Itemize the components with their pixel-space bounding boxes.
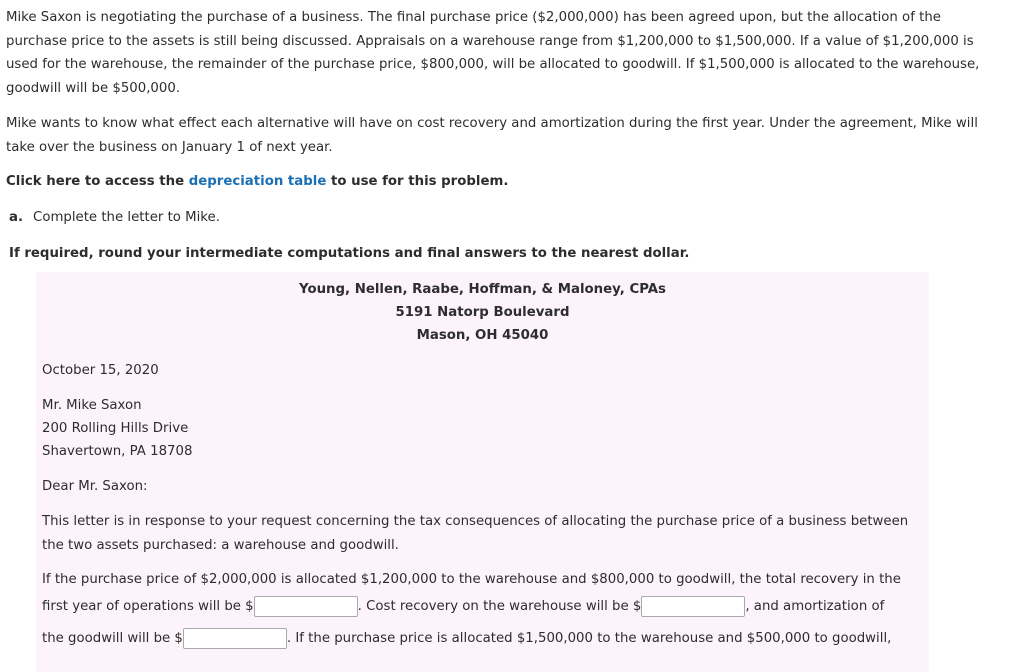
- firm-street: 5191 Natorp Boulevard: [395, 305, 570, 320]
- click-prefix: Click here to access the: [6, 174, 189, 189]
- salutation: Dear Mr. Saxon:: [42, 479, 148, 494]
- firm-city: Mason, OH 45040: [416, 328, 549, 343]
- line2-text-b: . Cost recovery on the warehouse will be $: [357, 599, 642, 614]
- part-a-instruction: [9, 208, 220, 228]
- depreciation-table-instruction: [6, 172, 508, 192]
- letter-line-3: [42, 627, 891, 651]
- line2-text-c: , and amortization of: [745, 599, 885, 614]
- part-text: Complete the letter to Mike.: [33, 210, 220, 225]
- firm-name: Young, Nellen, Raabe, Hoffman, & Maloney, CPAs: [299, 282, 666, 297]
- depreciation-table-link[interactable]: depreciation table: [188, 174, 327, 189]
- problem-paragraph-2: Mike wants to know what effect each alternative will have on cost recovery and amortization during the first year. Under the agreement, Mike will take over the business on January 1 of next year.: [6, 116, 978, 155]
- letter-panel: [36, 272, 929, 672]
- part-letter: a.: [9, 210, 24, 225]
- line3-text-a: the goodwill will be $: [42, 631, 183, 646]
- recipient-street: 200 Rolling Hills Drive: [42, 421, 189, 436]
- recipient-city: Shavertown, PA 18708: [42, 444, 193, 459]
- rounding-note: If required, round your intermediate computations and final answers to the nearest dollar.: [9, 246, 690, 261]
- warehouse-recovery-input[interactable]: [641, 596, 745, 617]
- click-suffix: to use for this problem.: [326, 174, 509, 189]
- letter-line-2: [42, 595, 884, 619]
- letter-line-1: If the purchase price of $2,000,000 is allocated $1,200,000 to the warehouse and $800,000 to goodwill, the total recovery in the: [42, 572, 901, 587]
- goodwill-amortization-input[interactable]: [183, 628, 287, 649]
- recipient-name: Mr. Mike Saxon: [42, 398, 142, 413]
- total-recovery-input[interactable]: [254, 596, 358, 617]
- letter-intro: This letter is in response to your request concerning the tax consequences of allocating the purchase price of a business between the two assets purchased: a warehouse and goodwill.: [42, 514, 909, 553]
- problem-paragraph-1: Mike Saxon is negotiating the purchase of a business. The final purchase price ($2,000,000) has been agreed upon, but the allocation of the purchase price to the assets is still being discussed. Appraisals on a warehouse range from $1,200,000 to $1,500,000. If a value of $1,200,000 is used for the warehouse, the remainder of the purchase price, $800,000, will be allocated to goodwill. If $1,500,000 is allocated to the warehouse, goodwill will be $500,000.: [6, 10, 980, 96]
- line2-text-a: first year of operations will be $: [42, 599, 254, 614]
- line3-text-b: . If the purchase price is allocated $1,500,000 to the warehouse and $500,000 to goodwill,: [286, 631, 892, 646]
- letter-date: October 15, 2020: [42, 363, 159, 378]
